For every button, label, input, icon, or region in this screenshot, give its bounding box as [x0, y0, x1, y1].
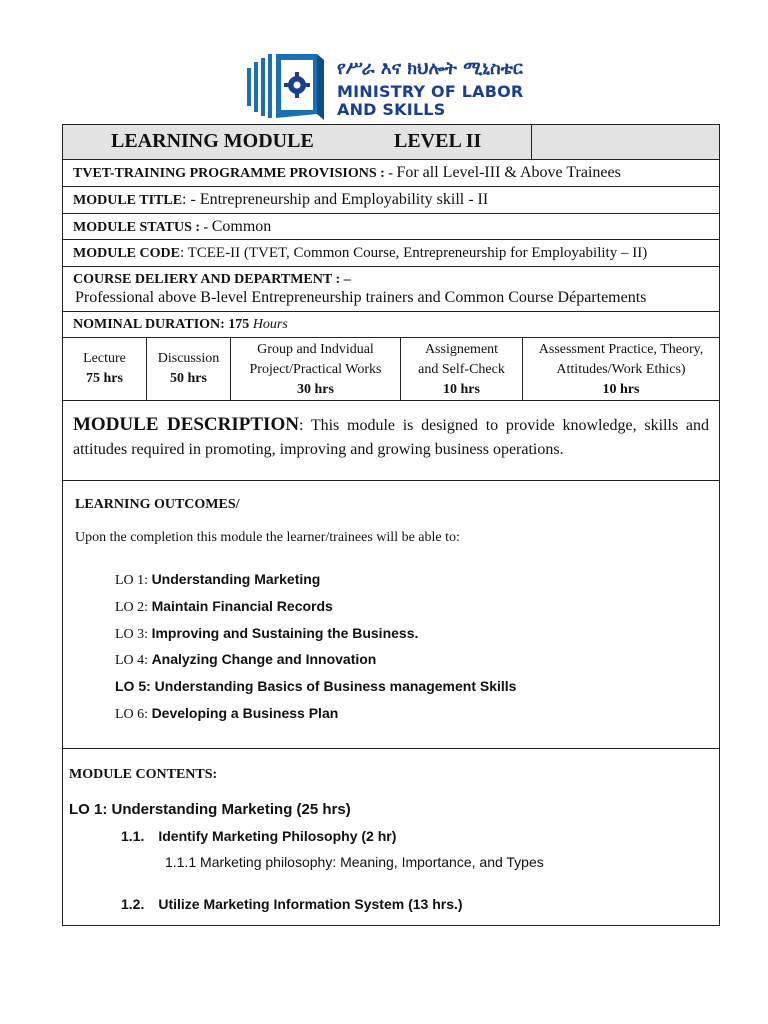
duration-breakdown	[63, 338, 719, 401]
header-row	[63, 125, 719, 160]
duration-type: Lecture	[83, 351, 126, 366]
duration-type-cont: Project/Practical Works	[249, 362, 382, 377]
ministry-name-amharic: የሥራ እና ክህሎት ሚኒስቴር	[337, 58, 523, 79]
learning-outcome-item	[115, 705, 338, 723]
course-delivery-label: COURSE DELIERY AND DEPARTMENT : –	[73, 272, 351, 287]
learning-outcome-item	[115, 678, 516, 696]
module-info-table	[62, 124, 720, 926]
provisions-row	[63, 160, 719, 187]
learning-outcomes-intro: Upon the completion this module the learner/trainees will be able to:	[75, 530, 460, 545]
duration-hours: 10 hrs	[443, 382, 480, 397]
duration-hours: 50 hrs	[170, 371, 207, 386]
outcome-number: LO 5:	[115, 678, 155, 694]
learning-outcomes-label: LEARNING OUTCOMES/	[75, 497, 240, 512]
outcome-number: LO 4:	[115, 653, 152, 668]
outcome-text: Developing a Business Plan	[151, 705, 339, 721]
module-title-label: MODULE TITLE	[73, 193, 183, 208]
provisions-label: TVET-TRAINING PROGRAMME PROVISIONS : -	[73, 166, 397, 181]
module-title-row	[63, 187, 719, 214]
outcome-number: LO 1:	[115, 573, 152, 588]
ministry-logo	[245, 50, 535, 122]
duration-type: Group and Indvidual	[257, 342, 374, 357]
outcome-text: Analyzing Change and Innovation	[151, 651, 377, 667]
gear-book-icon	[245, 50, 325, 122]
section-number: 1.1.1	[165, 854, 197, 870]
content-section-1-2	[121, 896, 463, 912]
duration-type-cont: and Self-Check	[418, 362, 505, 377]
module-description	[63, 401, 719, 481]
outcome-text: Understanding Basics of Business management Skills	[154, 678, 517, 694]
learning-outcome-item	[115, 598, 333, 616]
learning-outcome-item	[115, 571, 320, 589]
outcome-number: LO 3:	[115, 627, 152, 642]
module-status-value: Common	[211, 218, 272, 235]
duration-hours: 75 hrs	[86, 371, 123, 386]
ministry-name-line1: MINISTRY OF LABOR	[337, 82, 524, 101]
module-code-label: MODULE CODE	[73, 246, 180, 261]
course-delivery-row	[63, 267, 719, 312]
provisions-value: For all Level-III & Above Trainees	[396, 164, 621, 181]
duration-type: Discussion	[157, 351, 220, 366]
nominal-duration-row	[63, 312, 719, 338]
duration-cell-assessment	[523, 338, 719, 400]
nominal-duration-label: NOMINAL DURATION: 175	[73, 317, 253, 332]
content-lo1-heading: LO 1: Understanding Marketing (25 hrs)	[69, 801, 351, 818]
content-section-1-1-1	[165, 854, 544, 870]
module-status-label: MODULE STATUS : -	[73, 220, 212, 235]
module-heading: LEARNING MODULE	[111, 130, 314, 152]
outcome-text: Maintain Financial Records	[151, 598, 333, 614]
section-title: Marketing philosophy: Meaning, Importance, and Types	[200, 854, 544, 870]
level-heading: LEVEL II	[394, 130, 482, 152]
outcome-text: Improving and Sustaining the Business.	[151, 625, 419, 641]
learning-outcome-item	[115, 651, 376, 669]
outcome-number: LO 2:	[115, 600, 152, 615]
duration-hours: 30 hrs	[297, 382, 334, 397]
module-title-value: : - Entrepreneurship and Employability skill - II	[182, 191, 489, 208]
module-description-text: : This module is designed to provide knowledge, skills and attitudes required in promoting, improving and growing business operations.	[73, 417, 709, 458]
nominal-duration-unit: Hours	[252, 317, 288, 332]
duration-type: Assessment Practice, Theory,	[538, 342, 704, 357]
module-code-value: : TCEE-II (TVET, Common Course, Entrepreneurship for Employability – II)	[179, 245, 648, 261]
ministry-name-line2: AND SKILLS	[337, 100, 446, 119]
section-number: 1.1.	[121, 828, 145, 844]
duration-cell-project	[231, 338, 401, 400]
learning-outcomes	[63, 481, 719, 749]
module-status-row	[63, 214, 719, 240]
duration-type-cont: Attitudes/Work Ethics)	[556, 362, 686, 377]
duration-cell-discussion	[147, 338, 231, 400]
module-code-row	[63, 240, 719, 267]
outcome-text: Understanding Marketing	[151, 571, 321, 587]
duration-hours: 10 hrs	[602, 382, 640, 397]
course-delivery-value: Professional above B-level Entrepreneurship trainers and Common Course Départements	[75, 289, 647, 306]
duration-cell-lecture	[63, 338, 147, 400]
section-number: 1.2.	[121, 896, 145, 912]
section-title: Identify Marketing Philosophy (2 hr)	[158, 828, 397, 844]
section-title: Utilize Marketing Information System (13 hrs.)	[158, 896, 463, 912]
module-contents-label: MODULE CONTENTS:	[69, 767, 218, 782]
header-divider	[531, 125, 532, 159]
outcome-number: LO 6:	[115, 707, 152, 722]
learning-outcome-item	[115, 625, 418, 643]
duration-type: Assignement	[424, 342, 499, 357]
module-contents	[63, 749, 719, 925]
duration-cell-assignment	[401, 338, 523, 400]
module-description-label: MODULE DESCRIPTION	[73, 414, 299, 435]
content-section-1-1	[121, 828, 396, 844]
